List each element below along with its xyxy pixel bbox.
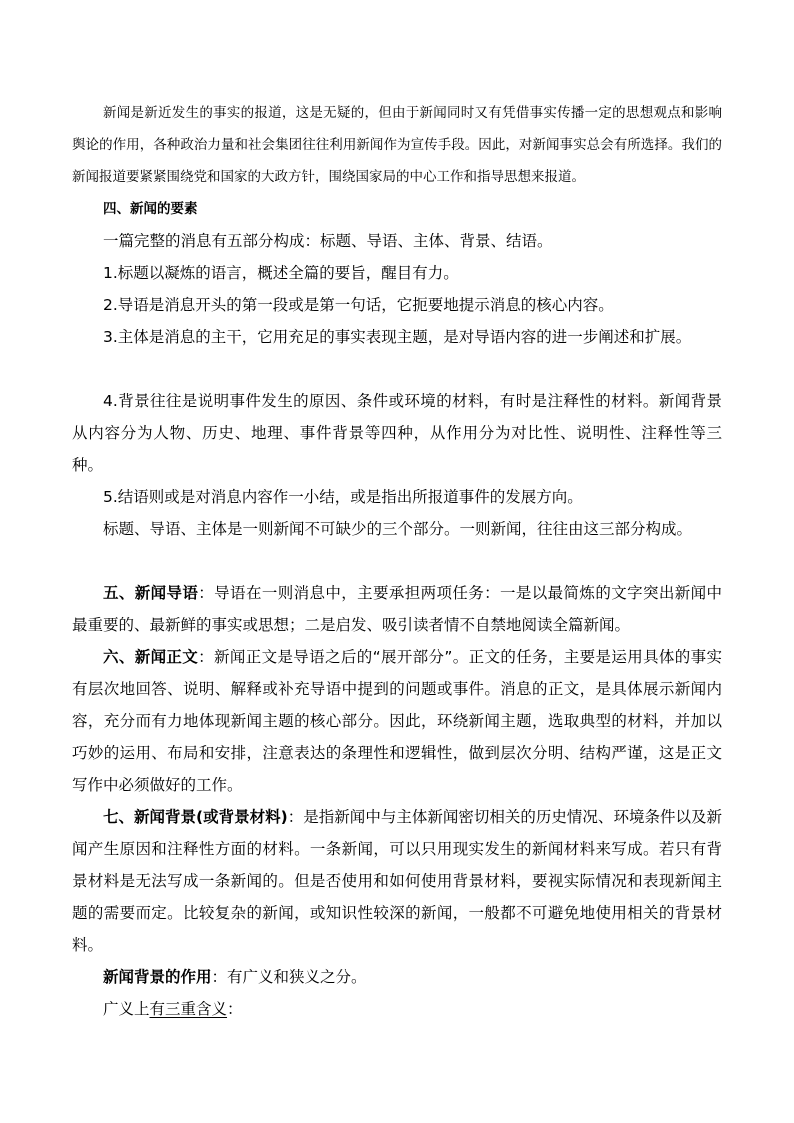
paragraph-broad-meaning: 广义上有三重含义： xyxy=(103,1000,243,1018)
paragraph-required-parts: 标题、导语、主体是一则新闻不可缺少的三个部分。一则新闻，往往由这三部分构成。 xyxy=(103,520,693,538)
paragraph-news-lead: 五、新闻导语：导语在一则消息中，主要承担两项任务：一是以最简炼的文字突出新闻中最重要的、最新鲜的事实或思想；二是启发、吸引读者情不自禁地阅读全篇新闻。 xyxy=(72,584,722,634)
paragraph-news-background: 七、新闻背景(或背景材料)：是指新闻中与主体新闻密切相关的历史情况、环境条件以及新闻产生原因和注释性方面的材料。一条新闻，可以只用现实发生的新闻材料来写成。若只有背景材料是无法写成一条新闻的。但是否使用和如何使用背景材料，要视实际情况和表现新闻主题的需要而定。比较复杂的新闻，或知识性较深的新闻，一般都不可避免地使用相关的背景材料。 xyxy=(72,808,722,954)
heading-news-body: 六、新闻正文 xyxy=(103,648,199,666)
paragraph-news-body: 六、新闻正文：新闻正文是导语之后的“展开部分”。正文的任务，主要是运用具体的事实有层次地回答、说明、解释或补充导语中提到的问题或事件。消息的正文，是具体展示新闻内容，充分而有力地体现新闻主题的核心部分。因此，环绕新闻主题，选取典型的材料，并加以巧妙的运用、布局和安排，注意表达的条理性和逻辑性，做到层次分明、结构严谨，这是正文写作中必须做好的工作。 xyxy=(72,648,722,794)
paragraph-background-function: 新闻背景的作用：有广义和狭义之分。 xyxy=(103,968,367,986)
paragraph-title-item: 1.标题以凝炼的语言，概述全篇的要旨，醒目有力。 xyxy=(103,264,459,282)
heading-news-lead: 五、新闻导语 xyxy=(103,584,199,602)
paragraph-background-item: 4.背景往往是说明事件发生的原因、条件或环境的材料，有时是注释性的材料。新闻背景从内容分为人物、历史、地理、事件背景等四种，从作用分为对比性、说明性、注释性等三种。 xyxy=(72,392,722,474)
paragraph-lead-item: 2.导语是消息开头的第一段或是第一句话，它扼要地提示消息的核心内容。 xyxy=(103,296,614,314)
paragraph-news-definition: 新闻是新近发生的事实的报道，这是无疑的，但由于新闻同时又有凭借事实传播一定的思想观点和影响舆论的作用，各种政治力量和社会集团往往利用新闻作为宣传手段。因此，对新闻事实总会有所选择。我们的新闻报道要紧紧围绕党和国家的大政方针，围绕国家局的中心工作和指导思想来报道。 xyxy=(72,105,722,185)
heading-news-background: 七、新闻背景(或背景材料) xyxy=(103,808,288,826)
underlined-text: 有三重含义 xyxy=(149,1000,228,1018)
heading-background-function: 新闻背景的作用 xyxy=(103,968,212,986)
paragraph-body-item: 3.主体是消息的主干，它用充足的事实表现主题，是对导语内容的进一步阐述和扩展。 xyxy=(103,328,692,346)
paragraph-conclusion-item: 5.结语则或是对消息内容作一小结，或是指出所报道事件的发展方向。 xyxy=(103,488,583,506)
heading-news-elements: 四、新闻的要素 xyxy=(103,201,198,217)
paragraph-five-parts: 一篇完整的消息有五部分构成：标题、导语、主体、背景、结语。 xyxy=(103,232,553,250)
